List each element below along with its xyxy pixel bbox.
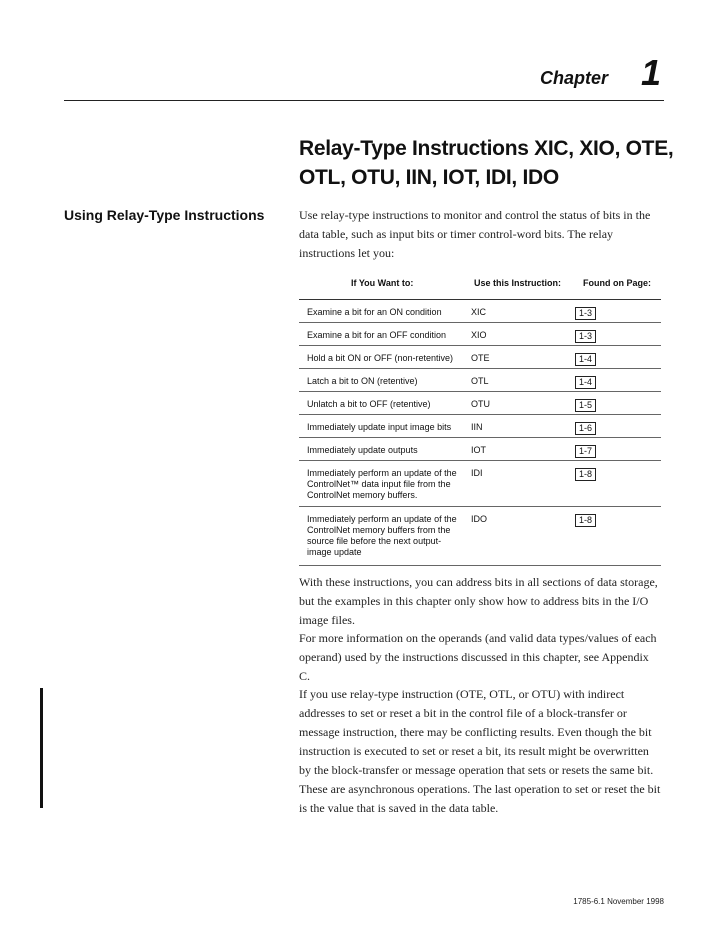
row-instruction: IIN [471, 422, 483, 432]
row-instruction: OTU [471, 399, 490, 409]
row-want: Immediately update input image bits [307, 422, 452, 432]
page-link[interactable]: 1-4 [575, 376, 596, 389]
row-instruction: XIO [471, 330, 487, 340]
chapter-label: Chapter [540, 68, 609, 88]
table-row [299, 507, 661, 566]
chapter-number: 1 [641, 52, 662, 93]
row-instruction: IDO [471, 514, 488, 524]
table-row [299, 392, 661, 415]
intro-paragraph: Use relay-type instructions to monitor and control the status of bits in the data table, such as input bits or timer control-word bits. The relay instructions let you: [299, 208, 651, 260]
header-want: If You Want to: [351, 278, 414, 288]
page-link[interactable]: 1-3 [575, 330, 596, 343]
table-row [299, 323, 661, 346]
table-row [299, 300, 661, 323]
row-instruction: OTE [471, 353, 490, 363]
page-link[interactable]: 1-8 [575, 468, 596, 481]
row-want: Examine a bit for an ON condition [307, 307, 442, 317]
page-link[interactable]: 1-8 [575, 514, 596, 527]
instruction-table [299, 267, 661, 566]
row-want: Unlatch a bit to OFF (retentive) [307, 399, 431, 409]
table-row [299, 415, 661, 438]
section-title: Relay-Type Instructions XIC, XIO, OTE, OTL, OTU, IIN, IOT, IDI, IDO [299, 137, 674, 189]
table-row [299, 461, 661, 507]
row-instruction: OTL [471, 376, 489, 386]
page-link[interactable]: 1-5 [575, 399, 596, 412]
footer-publication: 1785-6.1 November 1998 [573, 897, 664, 906]
body-paragraph: For more information on the operands (and valid data types/values of each operand) used by the instructions discussed in this chapter, see Appendix C. [299, 631, 657, 683]
change-bar [40, 688, 43, 808]
row-want: Examine a bit for an OFF condition [307, 330, 447, 340]
page-link[interactable]: 1-7 [575, 445, 596, 458]
row-want: Immediately perform an update of the ControlNet™ data input file from the ControlNet memory buffers. [307, 468, 457, 500]
table-row [299, 438, 661, 461]
row-instruction: IOT [471, 445, 486, 455]
row-instruction: XIC [471, 307, 487, 317]
header-instruction: Use this Instruction: [474, 278, 562, 288]
row-want: Immediately update outputs [307, 445, 418, 455]
side-heading: Using Relay-Type Instructions [64, 207, 265, 223]
row-want: Hold a bit ON or OFF (non-retentive) [307, 353, 454, 363]
row-want: Latch a bit to ON (retentive) [307, 376, 418, 386]
body-paragraph: With these instructions, you can address bits in all sections of data storage, but the examples in this chapter only show how to address bits in the I/O image files. [299, 575, 658, 627]
table-header [299, 267, 661, 300]
page-link[interactable]: 1-6 [575, 422, 596, 435]
page-link[interactable]: 1-3 [575, 307, 596, 320]
table-row [299, 369, 661, 392]
row-instruction: IDI [471, 468, 483, 478]
header-page: Found on Page: [583, 278, 651, 288]
row-want: Immediately perform an update of the ControlNet memory buffers from the source file before the next output-image update [307, 514, 457, 557]
page-link[interactable]: 1-4 [575, 353, 596, 366]
table-row [299, 346, 661, 369]
header-rule [64, 100, 664, 101]
body-paragraph: If you use relay-type instruction (OTE, OTL, or OTU) with indirect addresses to set or reset a bit in the control file of a block-transfer or message instruction, there may be conflicting results. Even though the bit instruction is executed to set or reset a bit, its result might be overwritten by the block-transfer or message operation that sets or resets the same bit. These are asynchronous operations. The last operation to set or reset the bit is the value that is saved in the data table. [299, 687, 661, 815]
